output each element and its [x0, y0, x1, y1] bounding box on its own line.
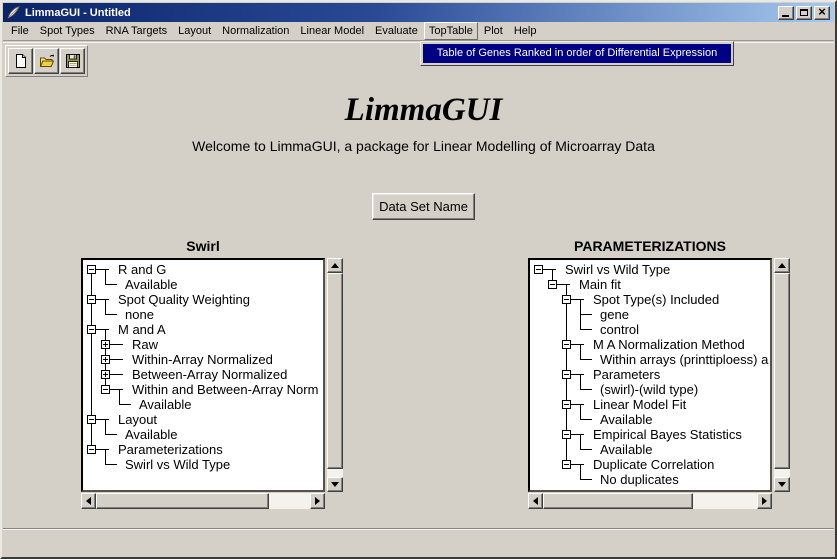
- menu-item-toptable[interactable]: TopTable: [424, 22, 478, 40]
- tree-connector-line: [580, 307, 581, 314]
- tree-connector-line: [580, 299, 581, 307]
- tree-node-label[interactable]: Swirl vs Wild Type: [565, 262, 671, 277]
- tree-node-label[interactable]: Spot Quality Weighting: [118, 292, 250, 307]
- tree-connector-line: [580, 329, 592, 330]
- swirl-tree-title: Swirl: [186, 238, 220, 254]
- tree-connector-line: [119, 397, 120, 404]
- tree-row: [83, 412, 325, 427]
- collapse-box-icon[interactable]: [562, 460, 571, 469]
- tree-connector-line: [105, 329, 106, 337]
- tree-node-label[interactable]: Raw: [132, 337, 159, 352]
- parameterizations-tree: [530, 260, 770, 490]
- tree-node-label[interactable]: Available: [139, 397, 192, 412]
- scroll-down-button[interactable]: [774, 477, 790, 492]
- tree-node-label[interactable]: Spot Type(s) Included: [593, 292, 720, 307]
- tree-row: [83, 367, 325, 382]
- collapse-box-icon[interactable]: [87, 265, 96, 274]
- menu-item-layout[interactable]: Layout: [178, 25, 212, 37]
- tree-connector-line: [566, 307, 567, 322]
- tree-connector-line: [91, 277, 92, 292]
- scroll-right-button[interactable]: [310, 493, 325, 509]
- tree-connector-line: [580, 314, 592, 315]
- arrow-up-icon: [331, 263, 339, 268]
- tree-node-label[interactable]: Main fit: [579, 277, 621, 292]
- box-glyph-line: [536, 269, 541, 270]
- tree-connector-line: [580, 389, 592, 390]
- tree-connector-line: [566, 382, 567, 397]
- tree-connector-line: [566, 442, 567, 457]
- swirl-tree-horizontal-scrollbar[interactable]: [81, 493, 325, 509]
- tree-row: [530, 472, 772, 487]
- box-glyph-line: [105, 342, 106, 347]
- tree-node-label[interactable]: Parameterizations: [118, 442, 223, 457]
- tree-connector-line: [105, 277, 106, 284]
- tree-row: [530, 442, 772, 457]
- tree-connector-line: [580, 359, 592, 360]
- tree-row: [83, 337, 325, 352]
- tk-feather-icon: [6, 5, 21, 20]
- box-glyph-line: [89, 299, 94, 300]
- box-glyph-line: [89, 329, 94, 330]
- tree-connector-line: [580, 314, 581, 322]
- vertical-scroll-thumb[interactable]: [774, 273, 790, 469]
- tree-node-label[interactable]: Within-Array Normalized: [132, 352, 273, 367]
- tree-node-label[interactable]: none: [125, 307, 154, 322]
- tree-node-label[interactable]: M and A: [118, 322, 166, 337]
- tree-row: [83, 307, 325, 322]
- swirl-tree-viewport: [81, 258, 325, 492]
- swirl-tree: [83, 260, 323, 490]
- tree-row: [530, 367, 772, 382]
- tree-node-label[interactable]: Available: [600, 412, 653, 427]
- box-glyph-line: [564, 464, 569, 465]
- tree-connector-line: [566, 352, 567, 367]
- close-button[interactable]: [814, 3, 830, 20]
- main-content: [12, 78, 835, 220]
- title-bar[interactable]: [3, 3, 834, 22]
- parameterizations-tree-horizontal-scrollbar[interactable]: [528, 493, 772, 509]
- parameterizations-tree-viewport: [528, 258, 772, 492]
- box-glyph-line: [564, 404, 569, 405]
- close-icon: ×: [818, 3, 826, 19]
- scroll-up-button[interactable]: [774, 258, 790, 273]
- welcome-text: Welcome to LimmaGUI, a package for Linear Modelling of Microarray Data: [192, 138, 655, 154]
- window-controls: [778, 3, 830, 20]
- arrow-up-icon: [778, 263, 786, 268]
- arrow-right-icon: [315, 497, 320, 505]
- tree-node-label[interactable]: Within arrays (printtiploess) a: [600, 352, 769, 367]
- tree-connector-line: [105, 427, 106, 434]
- menu-item-linear-model[interactable]: Linear Model: [300, 25, 365, 37]
- tree-connector-line: [580, 419, 592, 420]
- collapse-box-icon[interactable]: [562, 430, 571, 439]
- tree-connector-line: [105, 284, 117, 285]
- box-glyph-line: [564, 299, 569, 300]
- tree-node-label[interactable]: No duplicates: [600, 472, 679, 487]
- tree-row: [83, 277, 325, 292]
- tree-connector-line: [119, 389, 120, 397]
- tree-connector-line: [552, 269, 553, 277]
- swirl-tree-group: [81, 236, 343, 510]
- arrow-left-icon: [533, 497, 538, 505]
- collapse-box-icon[interactable]: [87, 445, 96, 454]
- collapse-box-icon[interactable]: [562, 295, 571, 304]
- collapse-box-icon[interactable]: [562, 400, 571, 409]
- collapse-box-icon[interactable]: [548, 280, 557, 289]
- tree-node-label[interactable]: Available: [125, 277, 178, 292]
- tree-connector-line: [105, 457, 106, 464]
- scroll-left-button[interactable]: [528, 493, 543, 509]
- collapse-box-icon[interactable]: [87, 325, 96, 334]
- collapse-box-icon[interactable]: [87, 295, 96, 304]
- floppy-disk-icon: [65, 53, 81, 69]
- collapse-box-icon[interactable]: [562, 340, 571, 349]
- horizontal-scroll-track[interactable]: [96, 493, 310, 509]
- scroll-right-button[interactable]: [757, 493, 772, 509]
- tree-node-label[interactable]: Duplicate Correlation: [593, 457, 715, 472]
- tree-node-label[interactable]: gene: [600, 307, 629, 322]
- box-glyph-line: [89, 449, 94, 450]
- vertical-scroll-track[interactable]: [774, 273, 790, 477]
- toptable-menu-dropdown: [420, 41, 734, 66]
- tree-node-label[interactable]: M A Normalization Method: [593, 337, 745, 352]
- menu-item-normalization[interactable]: Normalization: [222, 25, 290, 37]
- minimize-button[interactable]: [778, 6, 794, 20]
- box-glyph-line: [564, 374, 569, 375]
- expand-box-icon[interactable]: [101, 340, 110, 349]
- swirl-tree-vertical-scrollbar[interactable]: [327, 258, 343, 492]
- tree-connector-line: [105, 299, 106, 307]
- menu-item-table-of-genes[interactable]: Table of Genes Ranked in order of Differential Expression: [423, 44, 731, 63]
- tree-connector-line: [105, 464, 117, 465]
- save-file-button[interactable]: [60, 48, 85, 74]
- tree-node-label[interactable]: R and G: [118, 262, 167, 277]
- minimize-icon: [782, 15, 789, 17]
- tree-node-label[interactable]: Available: [600, 442, 653, 457]
- scroll-down-button[interactable]: [327, 477, 343, 492]
- tree-row: [83, 322, 325, 337]
- maximize-icon: [800, 9, 808, 16]
- tree-row: [530, 262, 772, 277]
- page-title: LimmaGUI: [344, 92, 503, 128]
- tree-connector-line: [580, 382, 581, 389]
- arrow-left-icon: [86, 497, 91, 505]
- tree-connector-line: [91, 367, 92, 382]
- tree-connector-line: [580, 374, 581, 382]
- box-glyph-line: [564, 344, 569, 345]
- tree-row: [530, 427, 772, 442]
- collapse-box-icon[interactable]: [101, 385, 110, 394]
- tree-connector-line: [91, 337, 92, 352]
- tree-row: [530, 292, 772, 307]
- expand-box-icon[interactable]: [101, 370, 110, 379]
- tree-connector-line: [580, 404, 581, 412]
- menu-item-file[interactable]: File: [11, 25, 29, 37]
- tree-row: [530, 457, 772, 472]
- box-glyph-line: [550, 284, 555, 285]
- tree-node-label[interactable]: Parameters: [593, 367, 661, 382]
- tree-connector-line: [91, 427, 92, 442]
- tree-row: [83, 397, 325, 412]
- menu-item-help[interactable]: Help: [513, 25, 537, 37]
- tree-node-label[interactable]: Linear Model Fit: [593, 397, 687, 412]
- horizontal-scroll-track[interactable]: [543, 493, 757, 509]
- box-glyph-line: [89, 269, 94, 270]
- parameterizations-tree-title: PARAMETERIZATIONS: [574, 238, 726, 254]
- box-glyph-line: [105, 357, 106, 362]
- tree-connector-line: [580, 464, 581, 472]
- arrow-down-icon: [778, 482, 786, 487]
- tree-node-label[interactable]: Within and Between-Array Norm: [132, 382, 319, 397]
- horizontal-scroll-thumb[interactable]: [96, 493, 269, 509]
- tree-connector-line: [566, 412, 567, 427]
- tree-node-label[interactable]: Available: [125, 427, 178, 442]
- status-bar-divider: [3, 528, 834, 530]
- tree-row: [530, 397, 772, 412]
- vertical-scroll-thumb[interactable]: [327, 273, 343, 469]
- tree-node-label[interactable]: Empirical Bayes Statistics: [593, 427, 742, 442]
- tree-connector-line: [566, 284, 567, 292]
- tree-connector-line: [105, 449, 106, 457]
- tree-node-label[interactable]: (swirl)-(wild type): [600, 382, 699, 397]
- collapse-box-icon[interactable]: [87, 415, 96, 424]
- tree-connector-line: [119, 404, 131, 405]
- tree-row: [530, 412, 772, 427]
- tree-row: [83, 457, 325, 472]
- tree-connector-line: [580, 352, 581, 359]
- parameterizations-tree-vertical-scrollbar[interactable]: [774, 258, 790, 492]
- menu-item-evaluate[interactable]: Evaluate: [375, 25, 418, 37]
- expand-box-icon[interactable]: [101, 355, 110, 364]
- tree-connector-line: [91, 397, 92, 412]
- tree-connector-line: [105, 419, 106, 427]
- menu-item-spot-types[interactable]: Spot Types: [39, 25, 95, 37]
- tree-connector-line: [580, 322, 581, 329]
- tree-connector-line: [580, 449, 592, 450]
- tree-row: [530, 337, 772, 352]
- tree-connector-line: [580, 472, 581, 479]
- tree-row: [530, 307, 772, 322]
- tree-connector-line: [91, 352, 92, 367]
- tree-row: [83, 292, 325, 307]
- box-glyph-line: [103, 389, 108, 390]
- new-document-icon: [13, 53, 29, 69]
- tree-connector-line: [91, 382, 92, 397]
- open-folder-icon: [39, 53, 55, 69]
- vertical-scroll-track[interactable]: [327, 273, 343, 477]
- window-title: LimmaGUI - Untitled: [25, 6, 131, 19]
- collapse-box-icon[interactable]: [562, 370, 571, 379]
- tree-connector-line: [91, 307, 92, 322]
- menu-item-plot[interactable]: Plot: [483, 25, 503, 37]
- horizontal-scroll-thumb[interactable]: [543, 493, 693, 509]
- box-glyph-line: [105, 372, 106, 377]
- menu-item-rna-targets[interactable]: RNA Targets: [105, 25, 168, 37]
- tree-connector-line: [580, 344, 581, 352]
- tree-node-label[interactable]: Between-Array Normalized: [132, 367, 288, 382]
- tree-connector-line: [580, 412, 581, 419]
- tree-connector-line: [105, 434, 117, 435]
- maximize-button[interactable]: [796, 6, 812, 20]
- parameterizations-tree-group: [528, 236, 790, 510]
- open-file-button[interactable]: [34, 48, 59, 74]
- tree-row: [83, 352, 325, 367]
- tree-row: [83, 262, 325, 277]
- tree-row: [530, 277, 772, 292]
- tree-row: [83, 427, 325, 442]
- tree-connector-line: [566, 322, 567, 337]
- tree-node-label[interactable]: control: [600, 322, 640, 337]
- toolbar-frame: [5, 45, 88, 77]
- tree-node-label[interactable]: Swirl vs Wild Type: [125, 457, 231, 472]
- tree-row: [530, 322, 772, 337]
- scroll-left-button[interactable]: [81, 493, 96, 509]
- tree-connector-line: [580, 434, 581, 442]
- collapse-box-icon[interactable]: [534, 265, 543, 274]
- tree-node-label[interactable]: Layout: [118, 412, 158, 427]
- tree-connector-line: [580, 479, 592, 480]
- tree-row: [530, 352, 772, 367]
- box-glyph-line: [89, 419, 94, 420]
- menu-bar: [3, 22, 834, 41]
- arrow-right-icon: [762, 497, 767, 505]
- arrow-down-icon: [331, 482, 339, 487]
- box-glyph-line: [564, 434, 569, 435]
- new-file-button[interactable]: [8, 48, 33, 74]
- tree-connector-line: [105, 269, 106, 277]
- scroll-up-button[interactable]: [327, 258, 343, 273]
- tree-row: [83, 442, 325, 457]
- tree-connector-line: [105, 307, 106, 314]
- tree-connector-line: [105, 314, 117, 315]
- data-set-name-button[interactable]: Data Set Name: [372, 193, 475, 220]
- tree-connector-line: [580, 442, 581, 449]
- tree-row: [83, 382, 325, 397]
- tree-row: [530, 382, 772, 397]
